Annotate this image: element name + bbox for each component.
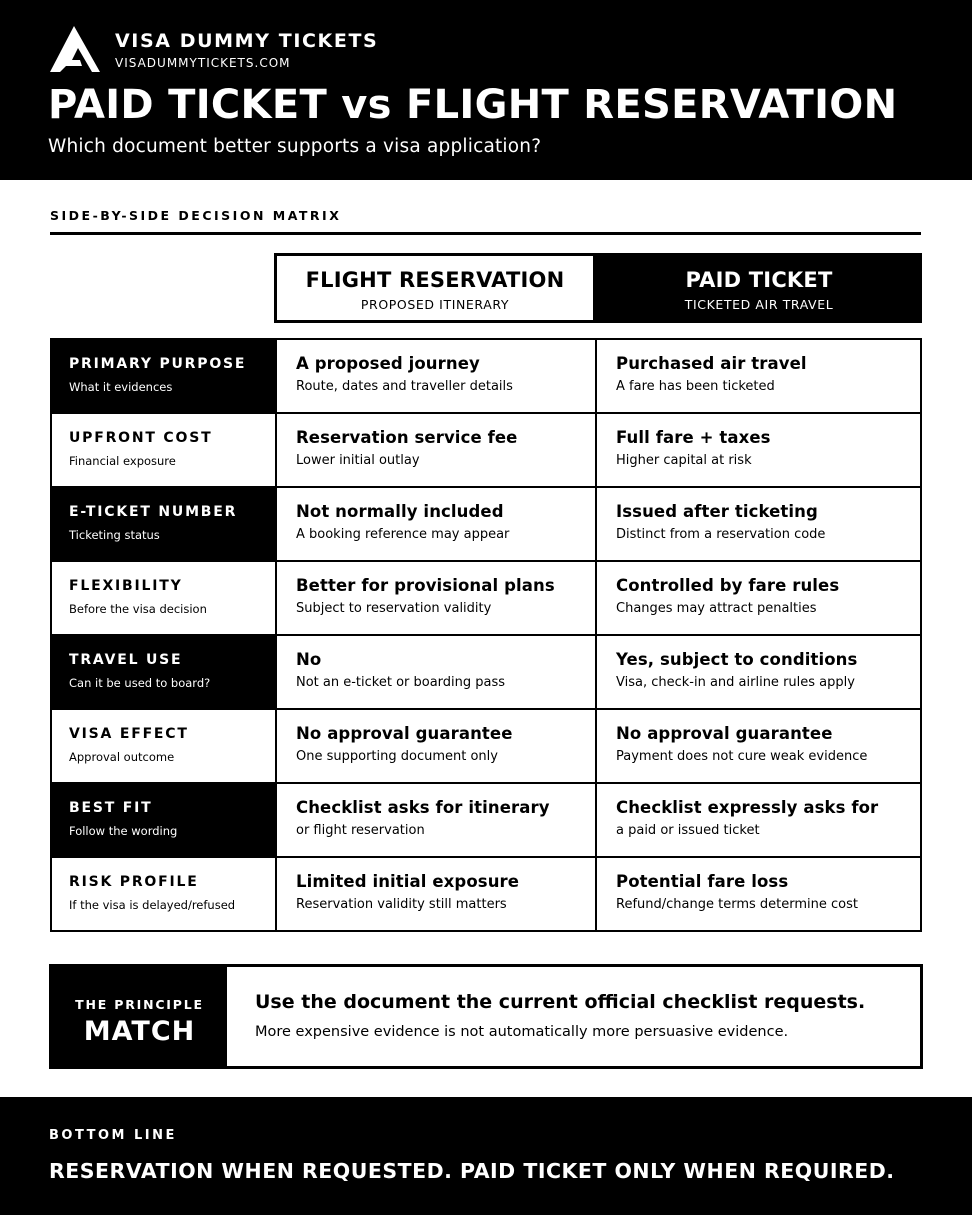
paid-ticket-cell bbox=[597, 414, 920, 486]
cell-subtitle: a paid or issued ticket bbox=[616, 823, 760, 838]
row-label-subtitle: If the visa is delayed/refused bbox=[69, 898, 236, 912]
row-label bbox=[52, 562, 277, 634]
cell-title: Full fare + taxes bbox=[616, 428, 771, 447]
row-label bbox=[52, 488, 277, 560]
cell-title: Issued after ticketing bbox=[616, 502, 818, 521]
paid-ticket-cell bbox=[597, 562, 920, 634]
row-label-title: TRAVEL USE bbox=[69, 652, 183, 668]
reservation-cell bbox=[277, 562, 597, 634]
cell-title: Yes, subject to conditions bbox=[616, 650, 858, 669]
matrix-row-visa-effect bbox=[52, 710, 920, 784]
row-label-subtitle: Ticketing status bbox=[69, 528, 160, 542]
row-label-title: FLEXIBILITY bbox=[69, 578, 183, 594]
row-label-title: VISA EFFECT bbox=[69, 726, 189, 742]
principle-title: Use the document the current official checklist requests. bbox=[255, 991, 866, 1013]
cell-title: Reservation service fee bbox=[296, 428, 518, 447]
row-label-subtitle: Financial exposure bbox=[69, 454, 176, 468]
reservation-cell bbox=[277, 488, 597, 560]
row-label-subtitle: Can it be used to board? bbox=[69, 676, 211, 690]
column-title: FLIGHT RESERVATION bbox=[305, 268, 565, 292]
row-label-title: PRIMARY PURPOSE bbox=[69, 356, 247, 372]
row-label-subtitle: What it evidences bbox=[69, 380, 173, 394]
row-label-subtitle: Before the visa decision bbox=[69, 602, 207, 616]
section-label: SIDE-BY-SIDE DECISION MATRIX bbox=[50, 208, 342, 223]
brand-name: VISA DUMMY TICKETS bbox=[115, 30, 379, 52]
principle-subtitle: More expensive evidence is not automatically more persuasive evidence. bbox=[255, 1024, 789, 1040]
section-divider bbox=[50, 232, 921, 235]
cell-title: No bbox=[296, 650, 322, 669]
column-header-reservation bbox=[274, 253, 596, 323]
row-label bbox=[52, 414, 277, 486]
decision-matrix bbox=[50, 338, 922, 932]
matrix-row-best-fit bbox=[52, 784, 920, 858]
cell-subtitle: Route, dates and traveller details bbox=[296, 379, 513, 394]
paid-ticket-cell bbox=[597, 784, 920, 856]
cell-title: Potential fare loss bbox=[616, 872, 789, 891]
brand-url: VISADUMMYTICKETS.COM bbox=[115, 56, 291, 70]
principle-kicker: THE PRINCIPLE bbox=[75, 997, 204, 1012]
row-label bbox=[52, 636, 277, 708]
principle-body bbox=[227, 967, 920, 1066]
paid-ticket-cell bbox=[597, 710, 920, 782]
reservation-cell bbox=[277, 414, 597, 486]
cell-title: Limited initial exposure bbox=[296, 872, 520, 891]
cell-subtitle: Refund/change terms determine cost bbox=[616, 897, 858, 912]
paid-ticket-cell bbox=[597, 636, 920, 708]
cell-subtitle: Higher capital at risk bbox=[616, 453, 752, 468]
mountain-peak-logo-icon bbox=[48, 24, 102, 74]
reservation-cell bbox=[277, 340, 597, 412]
reservation-cell bbox=[277, 710, 597, 782]
paid-ticket-cell bbox=[597, 340, 920, 412]
column-subtitle: TICKETED AIR TRAVEL bbox=[684, 297, 834, 312]
matrix-row-travel-use bbox=[52, 636, 920, 710]
principle-badge bbox=[52, 967, 227, 1066]
row-label-subtitle: Follow the wording bbox=[69, 824, 178, 838]
row-label-title: UPFRONT COST bbox=[69, 430, 213, 446]
column-header-paid-ticket bbox=[596, 253, 922, 323]
column-title: PAID TICKET bbox=[685, 268, 833, 292]
cell-title: Not normally included bbox=[296, 502, 504, 521]
paid-ticket-cell bbox=[597, 488, 920, 560]
cell-title: Checklist asks for itinerary bbox=[296, 798, 550, 817]
paid-ticket-cell bbox=[597, 858, 920, 930]
cell-subtitle: Payment does not cure weak evidence bbox=[616, 749, 868, 764]
bottom-line-label: BOTTOM LINE bbox=[49, 1128, 177, 1143]
reservation-cell bbox=[277, 858, 597, 930]
cell-subtitle: Distinct from a reservation code bbox=[616, 527, 826, 542]
cell-subtitle: A fare has been ticketed bbox=[616, 379, 775, 394]
cell-title: No approval guarantee bbox=[296, 724, 513, 743]
cell-subtitle: or flight reservation bbox=[296, 823, 425, 838]
page-subtitle: Which document better supports a visa application? bbox=[48, 136, 542, 157]
reservation-cell bbox=[277, 636, 597, 708]
matrix-row-flexibility bbox=[52, 562, 920, 636]
reservation-cell bbox=[277, 784, 597, 856]
cell-subtitle: Reservation validity still matters bbox=[296, 897, 507, 912]
principle-callout bbox=[49, 964, 923, 1069]
cell-title: Checklist expressly asks for bbox=[616, 798, 879, 817]
cell-title: No approval guarantee bbox=[616, 724, 833, 743]
header-banner bbox=[0, 0, 972, 180]
row-label-subtitle: Approval outcome bbox=[69, 750, 175, 764]
cell-subtitle: Subject to reservation validity bbox=[296, 601, 492, 616]
row-label-title: BEST FIT bbox=[69, 800, 153, 816]
principle-word: MATCH bbox=[83, 1016, 196, 1047]
column-subtitle: PROPOSED ITINERARY bbox=[360, 297, 510, 312]
cell-title: Better for provisional plans bbox=[296, 576, 555, 595]
matrix-row-e-ticket-number bbox=[52, 488, 920, 562]
row-label bbox=[52, 340, 277, 412]
matrix-row-upfront-cost bbox=[52, 414, 920, 488]
page-title: PAID TICKET vs FLIGHT RESERVATION bbox=[48, 82, 898, 128]
cell-subtitle: A booking reference may appear bbox=[296, 527, 510, 542]
cell-subtitle: Visa, check-in and airline rules apply bbox=[616, 675, 855, 690]
row-label-title: RISK PROFILE bbox=[69, 874, 199, 890]
bottom-line-banner bbox=[0, 1097, 972, 1215]
cell-subtitle: Not an e-ticket or boarding pass bbox=[296, 675, 506, 690]
cell-subtitle: Changes may attract penalties bbox=[616, 601, 817, 616]
matrix-row-primary-purpose bbox=[52, 340, 920, 414]
row-label bbox=[52, 710, 277, 782]
row-label bbox=[52, 784, 277, 856]
matrix-row-risk-profile bbox=[52, 858, 920, 932]
bottom-line-text: RESERVATION WHEN REQUESTED. PAID TICKET ONLY WHEN REQUIRED. bbox=[49, 1159, 895, 1183]
cell-title: Controlled by fare rules bbox=[616, 576, 840, 595]
row-label-title: E-TICKET NUMBER bbox=[69, 504, 238, 520]
cell-subtitle: Lower initial outlay bbox=[296, 453, 420, 468]
cell-title: A proposed journey bbox=[296, 354, 480, 373]
row-label bbox=[52, 858, 277, 930]
cell-title: Purchased air travel bbox=[616, 354, 807, 373]
cell-subtitle: One supporting document only bbox=[296, 749, 498, 764]
